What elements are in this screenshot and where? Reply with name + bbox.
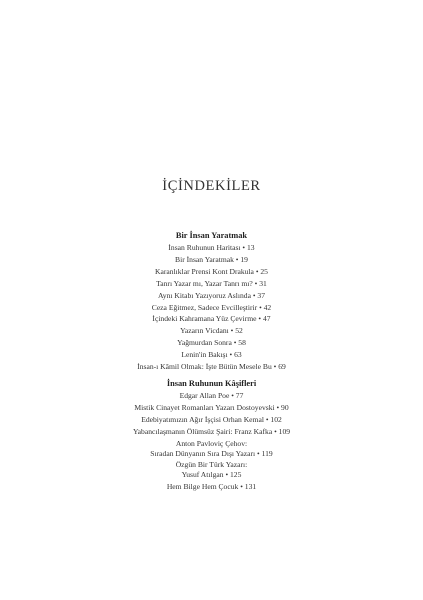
toc-entry	[0, 439, 423, 459]
toc-section-2	[0, 378, 423, 493]
toc-entry: Edebiyatımızın Ağır İşçisi Orhan Kemal • 102	[141, 414, 282, 424]
toc-entry: İnsan Ruhunun Haritası • 13	[168, 243, 255, 252]
toc-entry: Karanlıklar Prensi Kont Drakula • 25	[155, 266, 268, 276]
toc-entry: Mistik Cinayet Romanları Yazarı Dostoyevski • 90	[134, 402, 289, 412]
toc-entry-line: Yusuf Atılgan • 125	[181, 470, 242, 480]
toc-section-1	[0, 230, 423, 373]
toc-entry: Lenin'in Bakışı • 63	[181, 350, 242, 360]
toc-entry: Yağmurdan Sonra • 58	[177, 338, 246, 348]
toc-entry: Ceza Eğitmez, Sadece Evcilleştirir • 42	[151, 302, 272, 312]
toc-entry: Yazarın Vicdanı • 52	[180, 326, 243, 336]
toc-entry: Aynı Kitabı Yazıyoruz Aslında • 37	[157, 290, 265, 300]
toc-entry: Yabancılaşmanın Ölümsüz Şairi: Franz Kafka • 109	[132, 426, 291, 436]
toc-entry: Hem Bilge Hem Çocuk • 131	[166, 482, 257, 492]
page-title: İÇİNDEKİLER	[162, 178, 261, 194]
toc-entry: İçindeki Kahramana Yüz Çevirme • 47	[152, 314, 271, 324]
toc-entry: İnsan-ı Kâmil Olmak: İşte Bütün Mesele Bu • 69	[137, 362, 286, 372]
toc-entry: Bir İnsan Yaratmak • 19	[175, 254, 248, 264]
toc-entry-line: Sıradan Dünyanın Sıra Dışı Yazarı • 119	[150, 448, 273, 458]
toc-entry	[0, 460, 423, 480]
section-heading: İnsan Ruhunun Kâşifleri	[166, 379, 257, 388]
toc-entry-line: Özgün Bir Türk Yazarı:	[175, 460, 248, 470]
toc-entry: Tanrı Yazar mı, Yazar Tanrı mı? • 31	[156, 278, 267, 288]
section-heading: Bir İnsan Yaratmak	[175, 231, 248, 240]
toc-entry: Edgar Allan Poe • 77	[179, 391, 244, 400]
toc-entry-line: Anton Pavloviç Çehov:	[175, 438, 248, 448]
